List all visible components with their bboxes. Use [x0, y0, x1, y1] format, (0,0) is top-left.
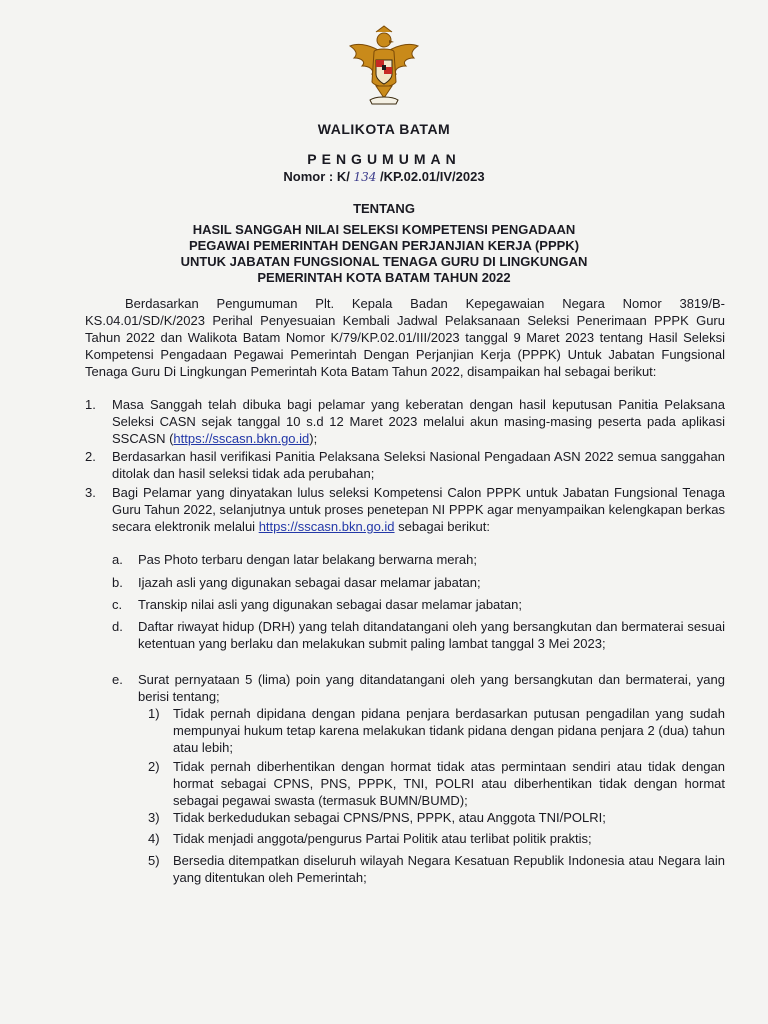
list-item: Berdasarkan hasil verifikasi Panitia Pelaksana Seleksi Nasional Pengadaan ASN 2022 semua sanggahan ditolak dan hasil seleksi tidak ada perubahan; [112, 449, 725, 481]
subitem: Ijazah asli yang digunakan sebagai dasar melamar jabatan; [138, 575, 481, 590]
subject-line: PEMERINTAH KOTA BATAM TAHUN 2022 [257, 270, 511, 285]
intro-text: Berdasarkan Pengumuman Plt. Kepala Badan Kepegawaian Negara Nomor 3819/B-KS.04.01/SD/K/2023 Perihal Penyesuaian Kembali Jadwal Pelaksanaan Seleksi Penerimaan PPPK Guru Tahun 2022 dan Walikota Batam Nomor K/79/KP.02.01/III/2023 tanggal 9 Maret 2023 tentang Hasil Seleksi Kompetensi Pengadaan Pegawai Pemerintah Dengan Perjanjian Kerja (PPPK) Untuk Jabatan Fungsional Tenaga Guru Di Lingkungan Pemerintah Kota Batam Tahun 2022, disampaikan hal sebagai berikut: [85, 296, 725, 379]
point-item: Tidak pernah diberhentikan dengan hormat tidak atas permintaan sendiri atau tidak dengan hormat sebagai CPNS, PNS, PPPK, TNI, POLRI atau diberhentikan tidak dengan hormat sebagai pegawai swasta (termasuk BUMN/BUMD); [173, 759, 725, 808]
subitem: Transkip nilai asli yang digunakan sebagai dasar melamar jabatan; [138, 597, 522, 612]
number-suffix: /KP.02.01/IV/2023 [380, 169, 485, 184]
point-item: Tidak menjadi anggota/pengurus Partai Politik atau terlibat politik praktis; [173, 831, 592, 846]
about-heading: TENTANG [353, 201, 415, 216]
item-number: 2. [85, 449, 96, 464]
sscasn-link[interactable]: https://sscasn.bkn.go.id [173, 431, 310, 446]
number-prefix: Nomor : K/ [283, 169, 350, 184]
sscasn-link[interactable]: https://sscasn.bkn.go.id [258, 519, 395, 534]
point-number: 3) [148, 810, 160, 825]
item-number: 1. [85, 397, 96, 412]
item-text: Bagi Pelamar yang dinyatakan lulus seleksi Kompetensi Calon PPPK untuk Jabatan Fungsional Tenaga Guru Tahun 2022, selanjutnya untuk proses penetepan NI PPPK agar menyampaikan kelengkapan berkas secara elektronik melalui [112, 485, 725, 534]
subitem-letter: e. [112, 672, 123, 687]
garuda-emblem-icon [346, 24, 422, 112]
announcement-number [0, 169, 768, 184]
subject-line: PEGAWAI PEMERINTAH DENGAN PERJANJIAN KERJA (PPPK) [188, 238, 580, 253]
number-handwritten: 134 [353, 170, 377, 184]
point-number: 2) [148, 759, 160, 774]
item-text: Masa Sanggah telah dibuka bagi pelamar yang keberatan dengan hasil keputusan Panitia Pelaksana Seleksi CASN sejak tanggal 10 s.d 12 Maret 2023 melalui akun masing-masing peserta pada aplikasi SSCASN ( [112, 397, 725, 446]
subitem-letter: b. [112, 575, 123, 590]
subitem: Surat pernyataan 5 (lima) poin yang ditandatangani oleh yang bersangkutan dan bermaterai, yang berisi tentang; [138, 672, 725, 704]
subject-line: UNTUK JABATAN FUNGSIONAL TENAGA GURU DI LINGKUNGAN [180, 254, 588, 269]
intro-paragraph [85, 295, 725, 380]
subitem: Pas Photo terbaru dengan latar belakang berwarna merah; [138, 552, 477, 567]
point-number: 5) [148, 853, 160, 868]
subitem-letter: a. [112, 552, 123, 567]
subitem: Daftar riwayat hidup (DRH) yang telah ditandatangani oleh yang bersangkutan dan bermaterai sesuai ketentuan yang berlaku dan melakukan submit paling lambat tanggal 3 Mei 2023; [138, 619, 725, 651]
item-text: sebagai berikut: [394, 519, 490, 534]
point-item: Tidak berkedudukan sebagai CPNS/PNS, PPPK, atau Anggota TNI/POLRI; [173, 810, 606, 825]
subitem-letter: d. [112, 619, 123, 634]
point-item: Tidak pernah dipidana dengan pidana penjara berdasarkan putusan pengadilan yang sudah mempunyai hukum tetap karena melakukan tidank pidana dengan pidana penjara 2 (dua) tahun atau lebih; [173, 706, 725, 755]
point-item: Bersedia ditempatkan diseluruh wilayah Negara Kesatuan Republik Indonesia atau Negara lain yang ditentukan oleh Pemerintah; [173, 853, 725, 885]
item-number: 3. [85, 485, 96, 500]
list-item [112, 396, 725, 447]
subitem-letter: c. [112, 597, 123, 612]
list-item [112, 484, 725, 535]
item-text: ); [309, 431, 318, 446]
point-number: 1) [148, 706, 160, 721]
office-title: WALIKOTA BATAM [317, 121, 451, 137]
subject-heading [0, 222, 768, 286]
announcement-heading: PENGUMUMAN [307, 151, 461, 167]
subject-line: HASIL SANGGAH NILAI SELEKSI KOMPETENSI PENGADAAN [192, 222, 576, 237]
point-number: 4) [148, 831, 160, 846]
